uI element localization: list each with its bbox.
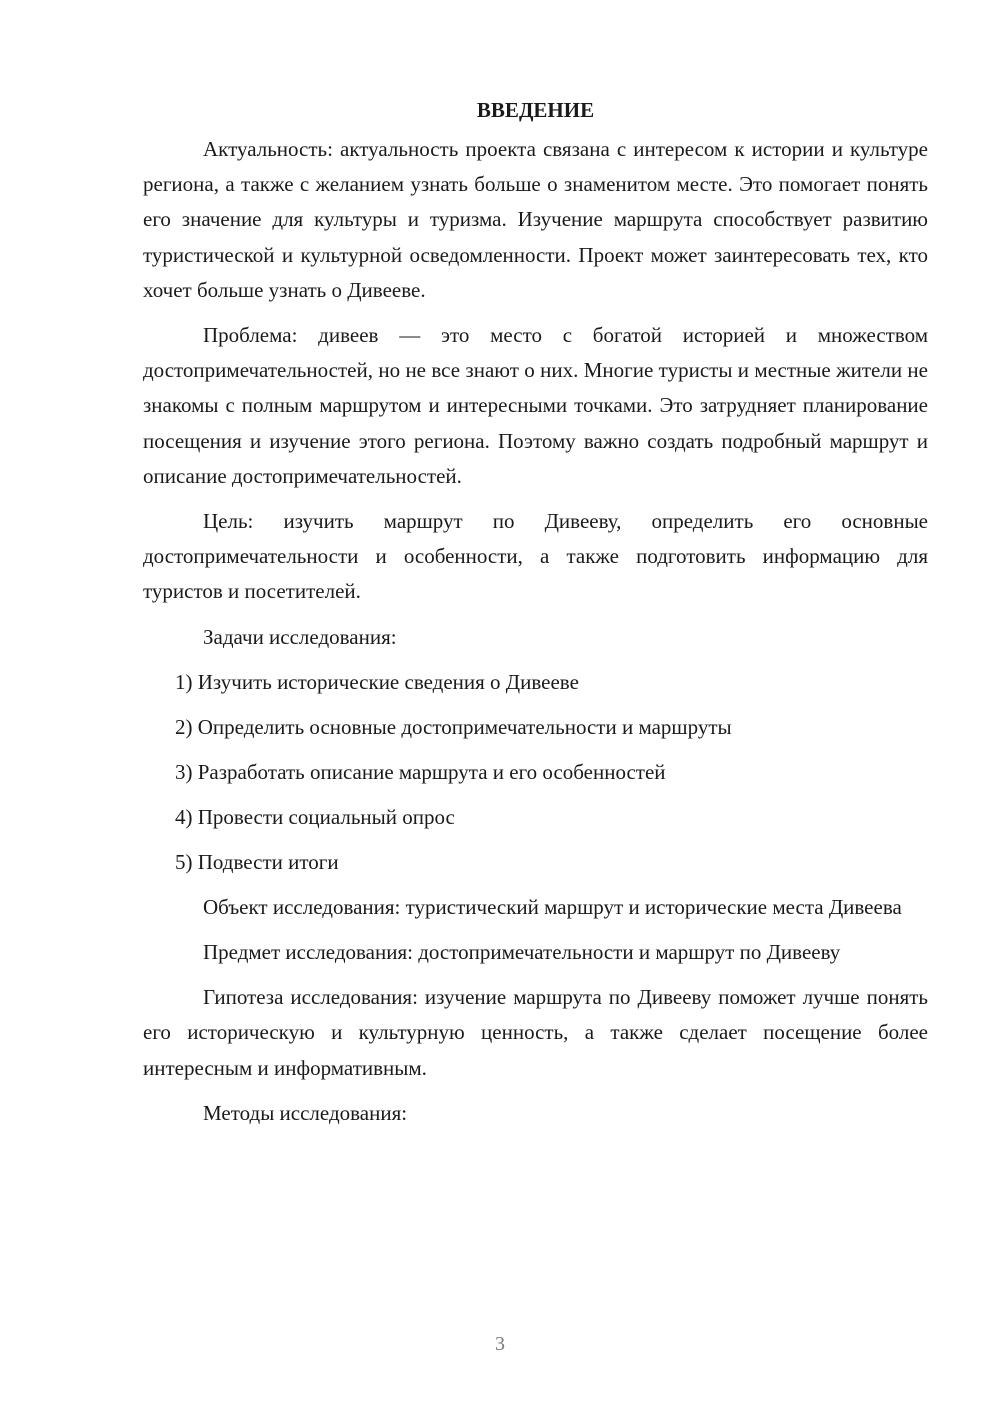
relevance-paragraph: Актуальность: актуальность проекта связана с интересом к истории и культуре региона, а также с желанием узнать больше о знаменитом месте. Это помогает понять его значение для культуры и туризма. Изучение маршрута способствует развитию туристической и культурной осведомленности. Проект может заинтересовать тех, кто хочет больше узнать о Дивееве.: [143, 137, 928, 302]
hypothesis-paragraph: Гипотеза исследования: изучение маршрута по Дивееву поможет лучше понять его историческую и культурную ценность, а также сделает посещение более интересным и информативным.: [143, 985, 928, 1080]
document-page: [143, 92, 928, 1141]
tasks-list: [143, 665, 928, 880]
list-item: 1) Изучить исторические сведения о Дивееве: [175, 669, 579, 694]
methods-title: Методы исследования:: [203, 1100, 408, 1125]
list-item: 2) Определить основные достопримечательности и маршруты: [175, 714, 732, 739]
page-number: 3: [495, 1333, 505, 1355]
object-paragraph: Объект исследования: туристический маршрут и исторические места Дивеева: [203, 894, 902, 919]
subject-paragraph: Предмет исследования: достопримечательности и маршрут по Дивееву: [203, 940, 841, 965]
goal-paragraph: Цель: изучить маршрут по Дивееву, определить его основные достопримечательности и особенности, а также подготовить информацию для туристов и посетителей.: [143, 509, 928, 604]
section-heading: ВВЕДЕНИЕ: [476, 98, 595, 122]
list-item: 4) Провести социальный опрос: [175, 804, 455, 829]
list-item: 5) Подвести итоги: [175, 849, 339, 874]
list-item: 3) Разработать описание маршрута и его особенностей: [175, 759, 666, 784]
problem-paragraph: Проблема: дивеев — это место с богатой историей и множеством достопримечательностей, но не все знают о них. Многие туристы и местные жители не знакомы с полным маршрутом и интересными точками. Это затрудняет планирование посещения и изучение этого региона. Поэтому важно создать подробный маршрут и описание достопримечательностей.: [143, 323, 928, 488]
tasks-title: Задачи исследования:: [203, 624, 397, 649]
